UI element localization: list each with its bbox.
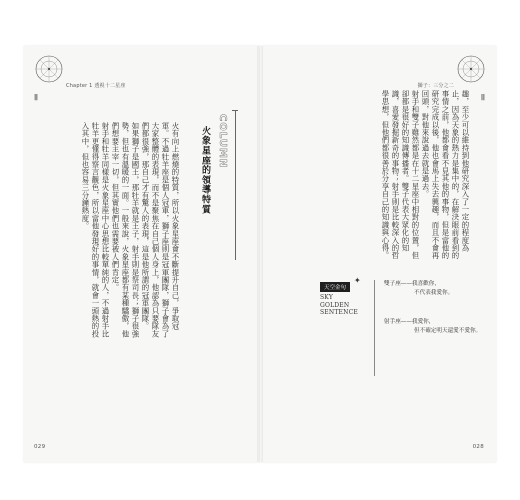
quote-line: 雙子座——我喜歡你， [384,281,440,287]
paragraph: 射手和雙子雖然都是在十二星座中相對的位置，但卻都是很好的知識傳播者。雙子代表大眾化的知識，喜愛發掘新奇的事物；射手則是比較深入的哲學思想，但他們都很善於分享自己的知識與心得。 [381,90,420,260]
divider [374,280,375,376]
english-line: SENTENCE [320,309,358,316]
sky-golden-sentence-box [292,270,482,388]
quote-line: 射手座——我愛你， [384,319,435,325]
sky-golden-sentence-english [320,294,358,317]
vertical-rule [235,110,236,260]
english-line: SKY [320,294,333,301]
quote-sagittarius [384,318,481,336]
english-line: GOLDEN [320,301,350,309]
quote-gemini [384,280,453,298]
right-body-text [324,90,470,262]
book-spread [24,46,496,462]
column-label: COLUMN [217,114,228,169]
page-number: 028 [472,444,484,450]
running-head: Chapter 1 透視十二星座 [66,83,126,89]
left-body-text [40,122,180,344]
zodiac-wheel-icon [456,54,486,84]
paragraph: 趣，至少可以維持到他研究深入了一定的程度為止，因為天象的熱力是集中的，在解決眼前看到的事情之前，他都會看不見其他的事物，但是當他的研究完成以後，他也會馬上失去興趣，而且不會再回頭，對他來說過去就是過去。 [421,90,470,260]
sky-golden-sentence-badge: 天空金句 [320,282,350,292]
quote-line: 但不確定明天還愛不愛你。 [414,328,482,334]
running-head: 獅子：三分之二 [417,83,454,89]
quote-line: 不代表我愛你。 [414,290,454,296]
paragraph: 火有向上燃燒的特質，所以火象星座會不斷提升自己，爭取冠軍。不過牡羊座是個人冠軍，獅子座則是冠軍團隊，獅子會為了大家整體的表現，而不是聚焦在自己個人身上，他認為只要隊友們都很強，那自己才有驚人的表現，這是他所謂的冠軍團隊。 [141,122,180,338]
page-number: 029 [34,444,46,450]
paragraph: 射手和牡羊同樣是火象星座中心思想比較單純的人，不過射手比牡羊更懂得察言觀色，所以當他發現好的事情，就會一頭熱的投入其中，但也容易三分鐘熱度。 [81,122,110,338]
left-page [24,46,260,462]
right-page [260,46,496,462]
header-mark: ||| [34,94,38,101]
zodiac-wheel-icon [34,54,64,84]
book-gutter [257,46,263,462]
rule-tick [232,110,238,111]
paragraph: 如果獅子是國王，那牡羊就是王子，射手則是祭司長；獅子很強勢，但也有溫暖的一面。一般來說，火象星座都有某種驕傲，他們想要主宰一切，但其實他們也需要被人們肯定。 [111,122,140,338]
header-mark: ||| [480,94,484,101]
star-icon: ✦ [354,276,361,285]
section-title: 火象星座的領導特質 [200,126,210,215]
